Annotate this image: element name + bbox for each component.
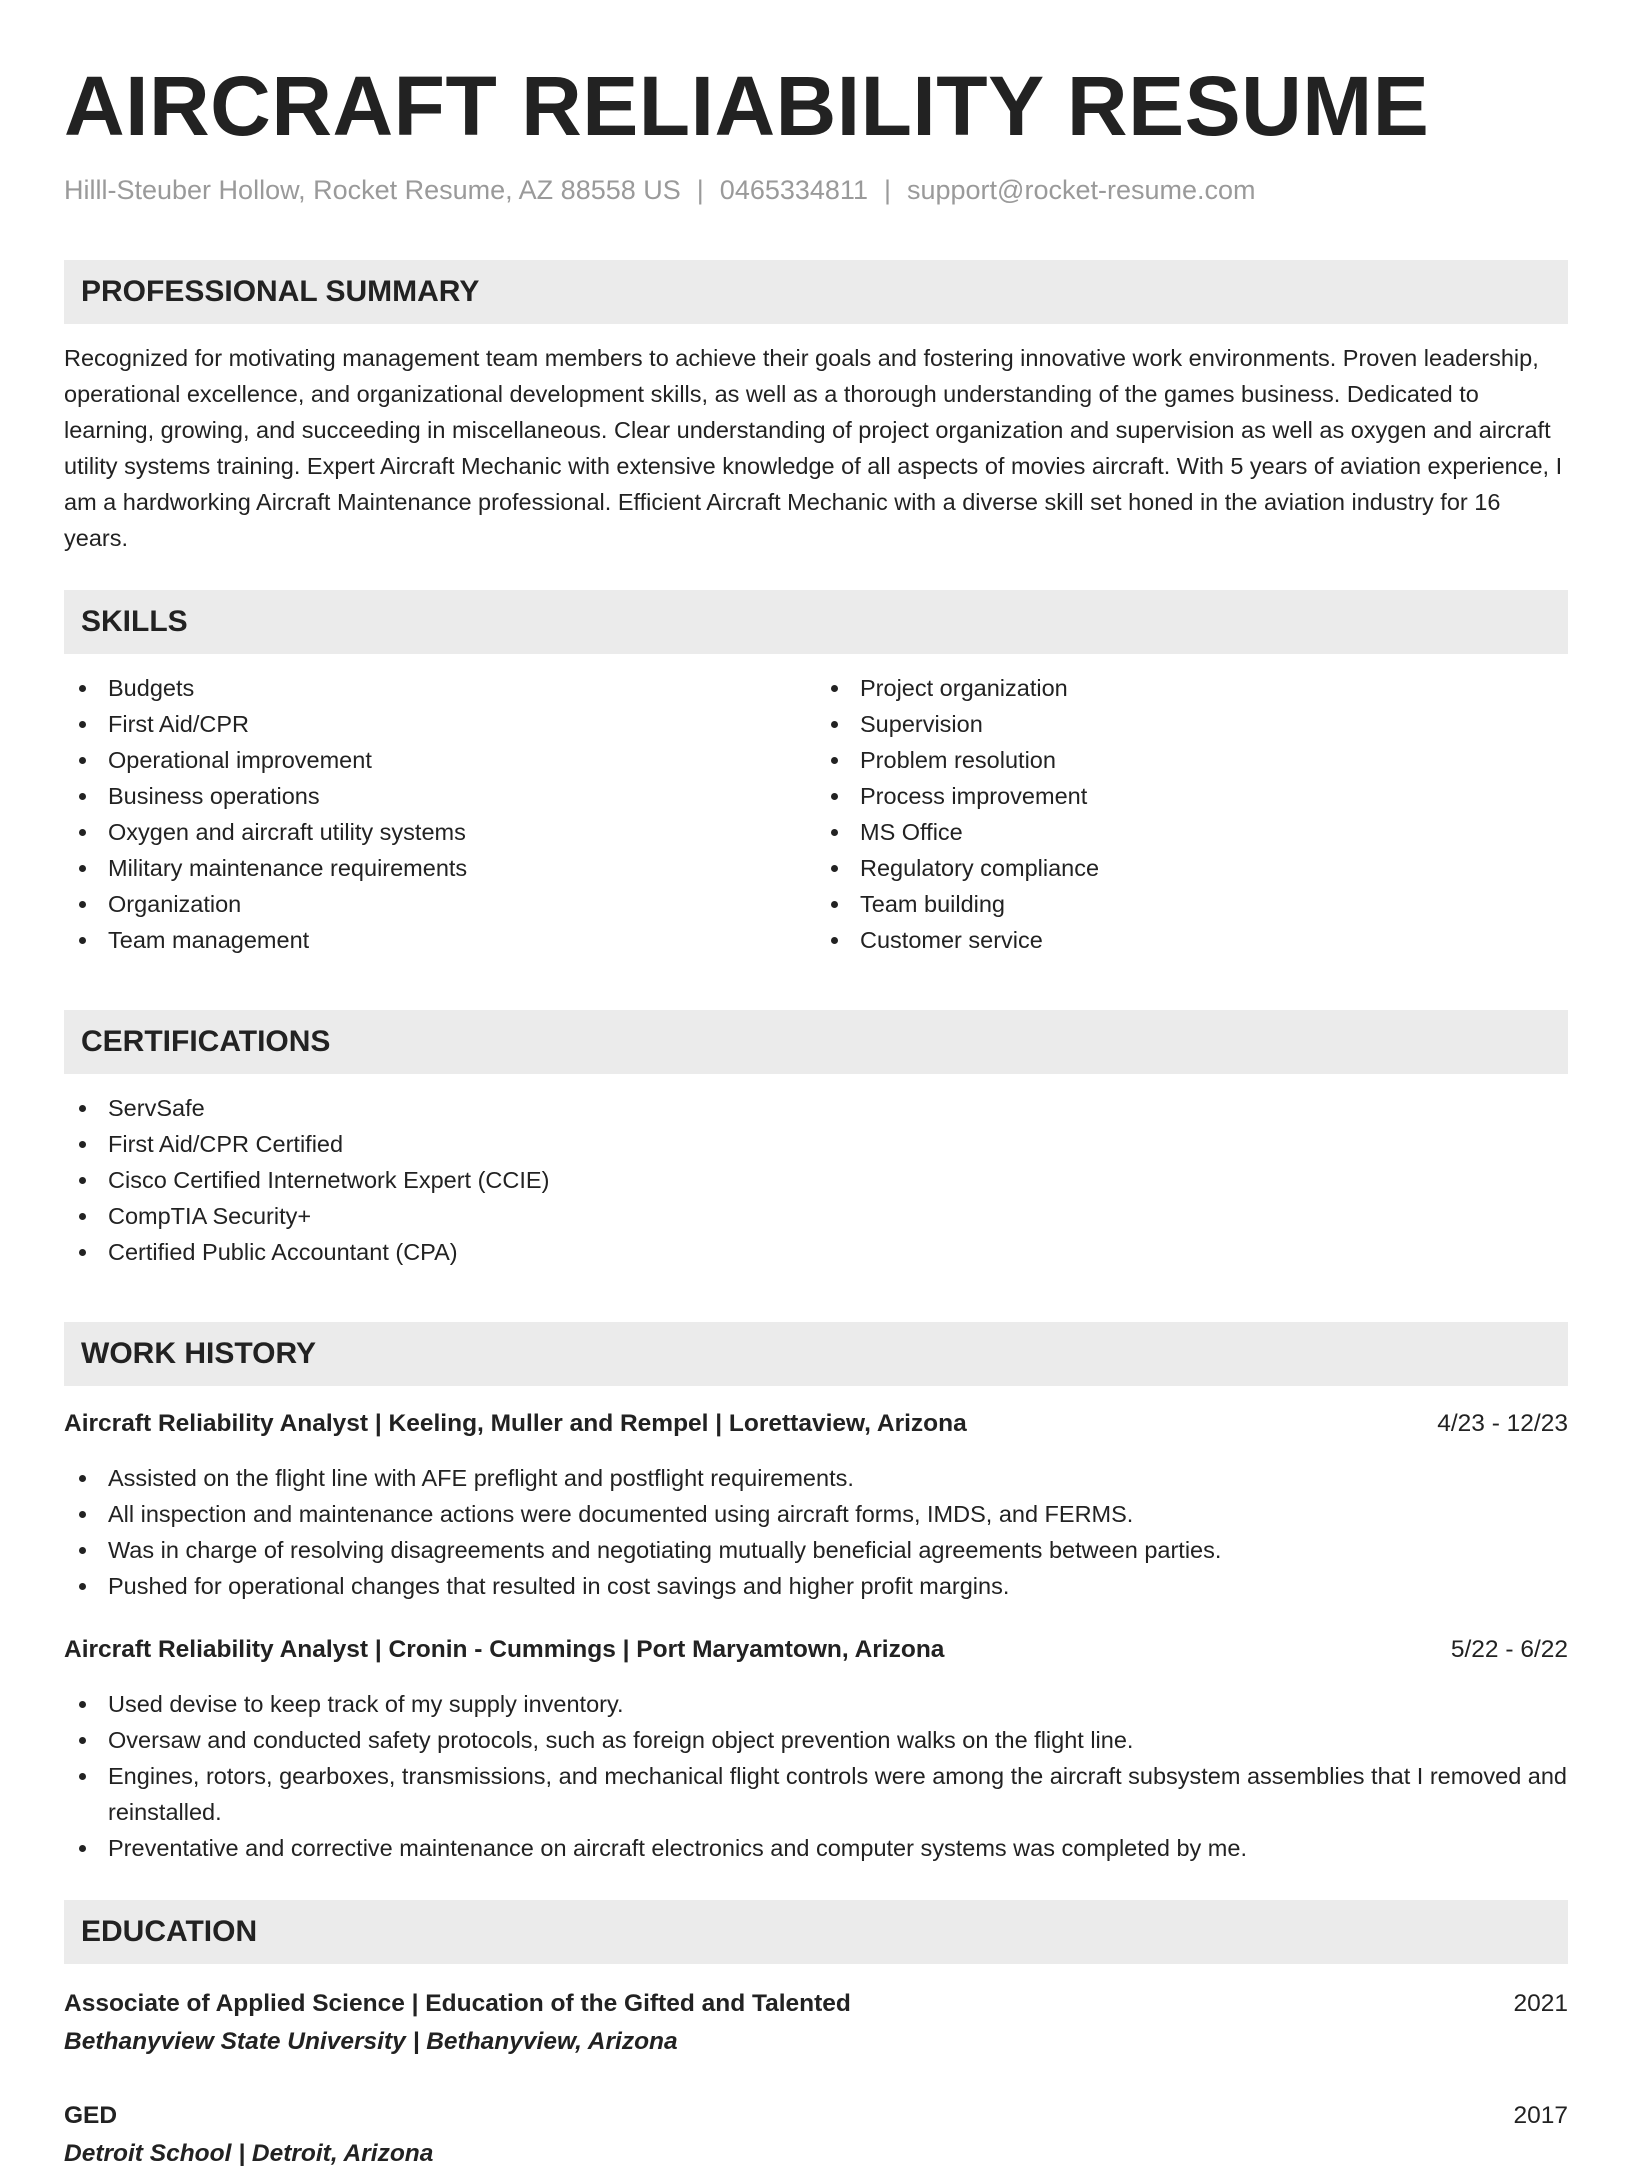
section-heading-skills: SKILLS — [64, 590, 1568, 654]
skill-item: Problem resolution — [816, 742, 1568, 778]
job-bullet: All inspection and maintenance actions were documented using aircraft forms, IMDS, and FERMS. — [64, 1496, 1568, 1532]
skill-item: Organization — [64, 886, 816, 922]
skill-item: First Aid/CPR — [64, 706, 816, 742]
contact-phone: 0465334811 — [719, 175, 868, 205]
certification-item: First Aid/CPR Certified — [64, 1126, 1568, 1162]
skill-item: Project organization — [816, 670, 1568, 706]
job-bullet: Engines, rotors, gearboxes, transmissions, and mechanical flight controls were among the aircraft subsystem assemblies that I removed and reinstalled. — [64, 1758, 1568, 1830]
job-bullet: Oversaw and conducted safety protocols, such as foreign object prevention walks on the flight line. — [64, 1722, 1568, 1758]
education-entry — [64, 1986, 1568, 2062]
job-entry — [64, 1406, 1568, 1604]
job-dates: 5/22 - 6/22 — [1450, 1636, 1568, 1663]
skill-item: Military maintenance requirements — [64, 850, 816, 886]
contact-line — [64, 172, 1568, 208]
job-bullet: Pushed for operational changes that resulted in cost savings and higher profit margins. — [64, 1568, 1568, 1604]
job-header — [64, 1406, 1568, 1442]
education-year: 2021 — [1513, 1990, 1568, 2017]
skill-item: Supervision — [816, 706, 1568, 742]
certification-item: ServSafe — [64, 1090, 1568, 1126]
education-header — [64, 1986, 1568, 2022]
summary-text: Recognized for motivating management team members to achieve their goals and fostering innovative work environments. Proven leadership, operational excellence, and organizational development skills, as well as a thorough understanding of the games business. Dedicated to learning, growing, and succeeding in miscellaneous. Clear understanding of project organization and supervision as well as oxygen and aircraft utility systems training. Expert Aircraft Mechanic with extensive knowledge of all aspects of movies aircraft. With 5 years of aviation experience, I am a hardworking Aircraft Maintenance professional. Efficient Aircraft Mechanic with a diverse skill set honed in the aviation industry for 16 years. — [64, 345, 1563, 551]
skills-column-right — [816, 670, 1568, 958]
resume-title: AIRCRAFT RELIABILITY RESUME — [64, 59, 1430, 153]
certification-item: CompTIA Security+ — [64, 1198, 1568, 1234]
skill-item: Operational improvement — [64, 742, 816, 778]
skills-column-left — [64, 670, 816, 958]
section-heading-summary: PROFESSIONAL SUMMARY — [64, 260, 1568, 324]
skill-item: Budgets — [64, 670, 816, 706]
certifications-list — [64, 1090, 1568, 1270]
job-bullet: Was in charge of resolving disagreements and negotiating mutually beneficial agreements between parties. — [64, 1532, 1568, 1568]
job-bullets — [64, 1460, 1568, 1604]
education-school: Bethanyview State University | Bethanyview, Arizona — [64, 2028, 678, 2055]
job-bullets — [64, 1686, 1568, 1866]
contact-separator: | — [883, 175, 891, 205]
education-degree: GED — [64, 2102, 118, 2129]
job-entry — [64, 1632, 1568, 1866]
skill-item: Team management — [64, 922, 816, 958]
skill-item: Business operations — [64, 778, 816, 814]
job-bullet: Assisted on the flight line with AFE preflight and postflight requirements. — [64, 1460, 1568, 1496]
contact-separator: | — [696, 175, 704, 205]
education-header — [64, 2098, 1568, 2134]
certification-item: Cisco Certified Internetwork Expert (CCIE) — [64, 1162, 1568, 1198]
section-heading-certifications: CERTIFICATIONS — [64, 1010, 1568, 1074]
contact-address: Hilll-Steuber Hollow, Rocket Resume, AZ 88558 US — [64, 175, 681, 205]
skill-item: Process improvement — [816, 778, 1568, 814]
certification-item: Certified Public Accountant (CPA) — [64, 1234, 1568, 1270]
job-header — [64, 1632, 1568, 1668]
job-title: Aircraft Reliability Analyst | Keeling, Muller and Rempel | Lorettaview, Arizona — [64, 1410, 967, 1437]
education-school: Detroit School | Detroit, Arizona — [64, 2140, 434, 2167]
education-degree: Associate of Applied Science | Education of the Gifted and Talented — [64, 1990, 851, 2017]
skill-item: Regulatory compliance — [816, 850, 1568, 886]
job-dates: 4/23 - 12/23 — [1437, 1410, 1568, 1437]
section-heading-education: EDUCATION — [64, 1900, 1568, 1964]
skill-item: Customer service — [816, 922, 1568, 958]
job-bullet: Used devise to keep track of my supply inventory. — [64, 1686, 1568, 1722]
education-year: 2017 — [1513, 2102, 1568, 2129]
job-bullet: Preventative and corrective maintenance on aircraft electronics and computer systems was completed by me. — [64, 1830, 1568, 1866]
skills-list — [64, 670, 1568, 958]
section-heading-work-history: WORK HISTORY — [64, 1322, 1568, 1386]
education-entry — [64, 2098, 1568, 2174]
skill-item: MS Office — [816, 814, 1568, 850]
job-title: Aircraft Reliability Analyst | Cronin - Cummings | Port Maryamtown, Arizona — [64, 1636, 945, 1663]
skill-item: Oxygen and aircraft utility systems — [64, 814, 816, 850]
skill-item: Team building — [816, 886, 1568, 922]
contact-email[interactable]: support@rocket-resume.com — [906, 175, 1256, 205]
